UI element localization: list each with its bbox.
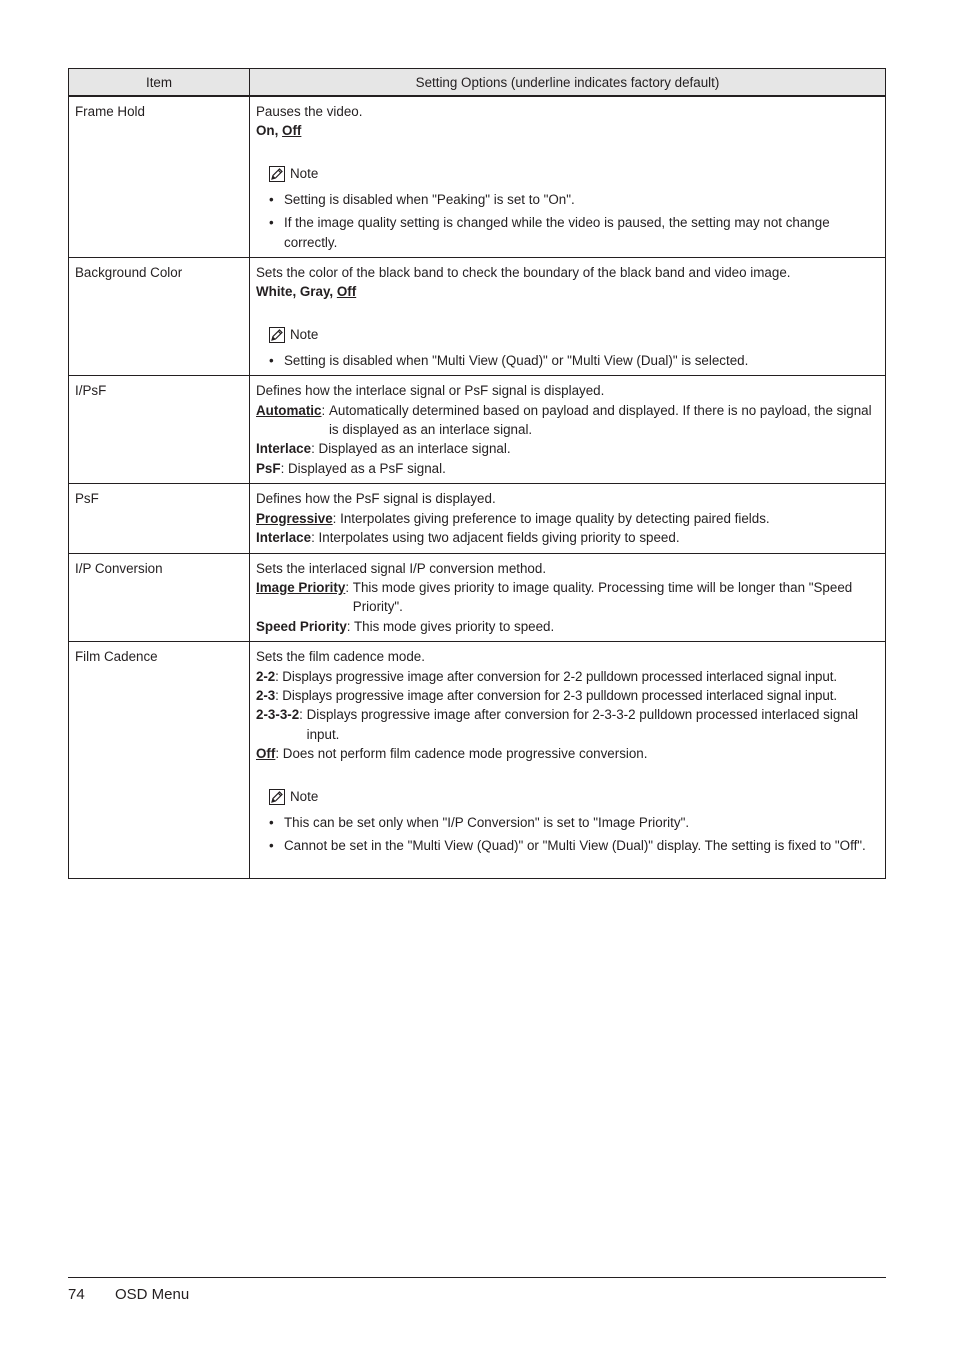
option-speed-priority xyxy=(256,617,879,636)
footer-divider xyxy=(68,1277,886,1278)
default-option: Off xyxy=(282,123,302,139)
list-item: • Cannot be set in the "Multi View (Quad)" or "Multi View (Dual)" display. The setting is fixed to "Off". xyxy=(256,836,879,855)
header-setting-options: Setting Options (underline indicates factory default) xyxy=(250,69,886,97)
note-text: Cannot be set in the "Multi View (Quad)" or "Multi View (Dual)" display. The setting is fixed to "Off". xyxy=(284,837,866,853)
page-number: 74 xyxy=(68,1286,85,1303)
setting-film-cadence xyxy=(250,642,886,879)
option-text: : This mode gives priority to speed. xyxy=(346,618,555,634)
option-values: On, xyxy=(256,123,283,139)
pencil-note-icon xyxy=(269,327,285,343)
option-text: Automatically determined based on payload and displayed. If there is no payload, the signal is displayed as an interlace signal. xyxy=(328,402,872,438)
option-text: : Displayed as an interlace signal. xyxy=(311,441,511,457)
option-text: This mode gives priority to image quality. Processing time will be longer than "Speed Priority". xyxy=(352,579,853,615)
options-line xyxy=(256,121,879,140)
option-text: : Interpolates using two adjacent fields giving priority to speed. xyxy=(311,530,680,546)
table-row xyxy=(69,553,886,642)
description: Sets the film cadence mode. xyxy=(256,649,425,665)
option-text: Displays progressive image after conversion for 2-3-3-2 pulldown processed interlaced signal input. xyxy=(306,707,859,742)
list-item: • Setting is disabled when "Multi View (Quad)" or "Multi View (Dual)" is selected. xyxy=(256,351,879,370)
list-item: • If the image quality setting is changed while the video is paused, the setting may not change correctly. xyxy=(256,213,879,252)
setting-frame-hold xyxy=(250,96,886,258)
option-key: Interlace xyxy=(256,530,312,546)
note-label: Note xyxy=(290,327,319,343)
note-text: Setting is disabled when "Multi View (Quad)" or "Multi View (Dual)" is selected. xyxy=(284,352,749,368)
option-2-3 xyxy=(256,686,879,705)
description: Sets the color of the black band to check the boundary of the black band and video image. xyxy=(256,265,791,281)
table-row xyxy=(69,642,886,879)
item-background-color: Background Color xyxy=(69,258,250,376)
description: Pauses the video. xyxy=(256,104,363,119)
note-list xyxy=(256,190,879,252)
option-automatic: Automatic: Automatically determined based on payload and displayed. If there is no payload, the signal is displayed as an interlace signal. xyxy=(256,401,879,440)
option-key: Automatic xyxy=(256,402,322,418)
option-text: : Displayed as a PsF signal. xyxy=(280,460,446,476)
setting-ipsf xyxy=(250,376,886,484)
option-key: 2-3-3-2 xyxy=(256,707,300,723)
note-label: Note xyxy=(290,788,319,804)
header-item: Item xyxy=(69,69,250,97)
option-key: 2-3 xyxy=(256,687,276,703)
option-key: Progressive xyxy=(256,510,333,526)
note-heading xyxy=(269,787,879,807)
note-text: If the image quality setting is changed while the video is paused, the setting may not change correctly. xyxy=(284,215,830,250)
option-key: Interlace xyxy=(256,441,312,457)
table-row xyxy=(69,258,886,376)
option-interlace xyxy=(256,528,879,547)
option-text: : Displays progressive image after conversion for 2-3 pulldown processed interlaced signal input. xyxy=(275,687,837,703)
description: Defines how the PsF signal is displayed. xyxy=(256,491,496,507)
pencil-note-icon xyxy=(269,166,285,182)
option-text: : Displays progressive image after conversion for 2-2 pulldown processed interlaced signal input. xyxy=(275,668,837,684)
setting-background-color xyxy=(250,258,886,376)
setting-psf xyxy=(250,484,886,553)
table-header-row xyxy=(69,69,886,97)
item-ipsf: I/PsF xyxy=(69,376,250,484)
table-row xyxy=(69,376,886,484)
option-text: : Interpolates giving preference to image quality by detecting paired fields. xyxy=(332,510,770,526)
note-list xyxy=(256,813,879,856)
setting-ip-conversion xyxy=(250,553,886,642)
option-text: : Does not perform film cadence mode progressive conversion. xyxy=(275,746,648,762)
list-item: • This can be set only when "I/P Conversion" is set to "Image Priority". xyxy=(256,813,879,832)
note-label: Note xyxy=(290,166,319,182)
item-psf: PsF xyxy=(69,484,250,553)
option-image-priority: Image Priority: This mode gives priority to image quality. Processing time will be longer than "Speed Priority". xyxy=(256,578,879,617)
option-psf xyxy=(256,459,879,478)
note-heading xyxy=(269,164,879,184)
item-film-cadence: Film Cadence xyxy=(69,642,250,879)
table-row xyxy=(69,96,886,258)
option-key: Speed Priority xyxy=(256,618,347,634)
pencil-note-icon xyxy=(269,789,285,805)
option-progressive xyxy=(256,509,879,528)
settings-table xyxy=(68,68,886,879)
item-ip-conversion: I/P Conversion xyxy=(69,553,250,642)
option-2-3-3-2: 2-3-3-2: Displays progressive image after conversion for 2-3-3-2 pulldown processed interlaced signal input. xyxy=(256,705,879,744)
section-name: OSD Menu xyxy=(115,1286,190,1303)
options-line xyxy=(256,282,879,301)
option-off xyxy=(256,744,879,763)
note-text: Setting is disabled when "Peaking" is set to "On". xyxy=(284,191,575,207)
description: Sets the interlaced signal I/P conversion method. xyxy=(256,560,547,576)
option-key: Image Priority xyxy=(256,579,346,595)
note-heading xyxy=(269,325,879,345)
list-item: • Setting is disabled when "Peaking" is set to "On". xyxy=(256,190,879,209)
option-values: White, Gray, xyxy=(256,284,337,300)
note-text: This can be set only when "I/P Conversion" is set to "Image Priority". xyxy=(284,814,690,830)
option-key: 2-2 xyxy=(256,668,276,684)
description: Defines how the interlace signal or PsF signal is displayed. xyxy=(256,383,605,399)
option-key: PsF xyxy=(256,460,281,476)
table-row xyxy=(69,484,886,553)
option-2-2 xyxy=(256,667,879,686)
option-interlace xyxy=(256,439,879,458)
option-key: Off xyxy=(256,746,276,762)
item-frame-hold: Frame Hold xyxy=(69,96,250,258)
note-list xyxy=(256,351,879,370)
default-option: Off xyxy=(336,284,357,300)
